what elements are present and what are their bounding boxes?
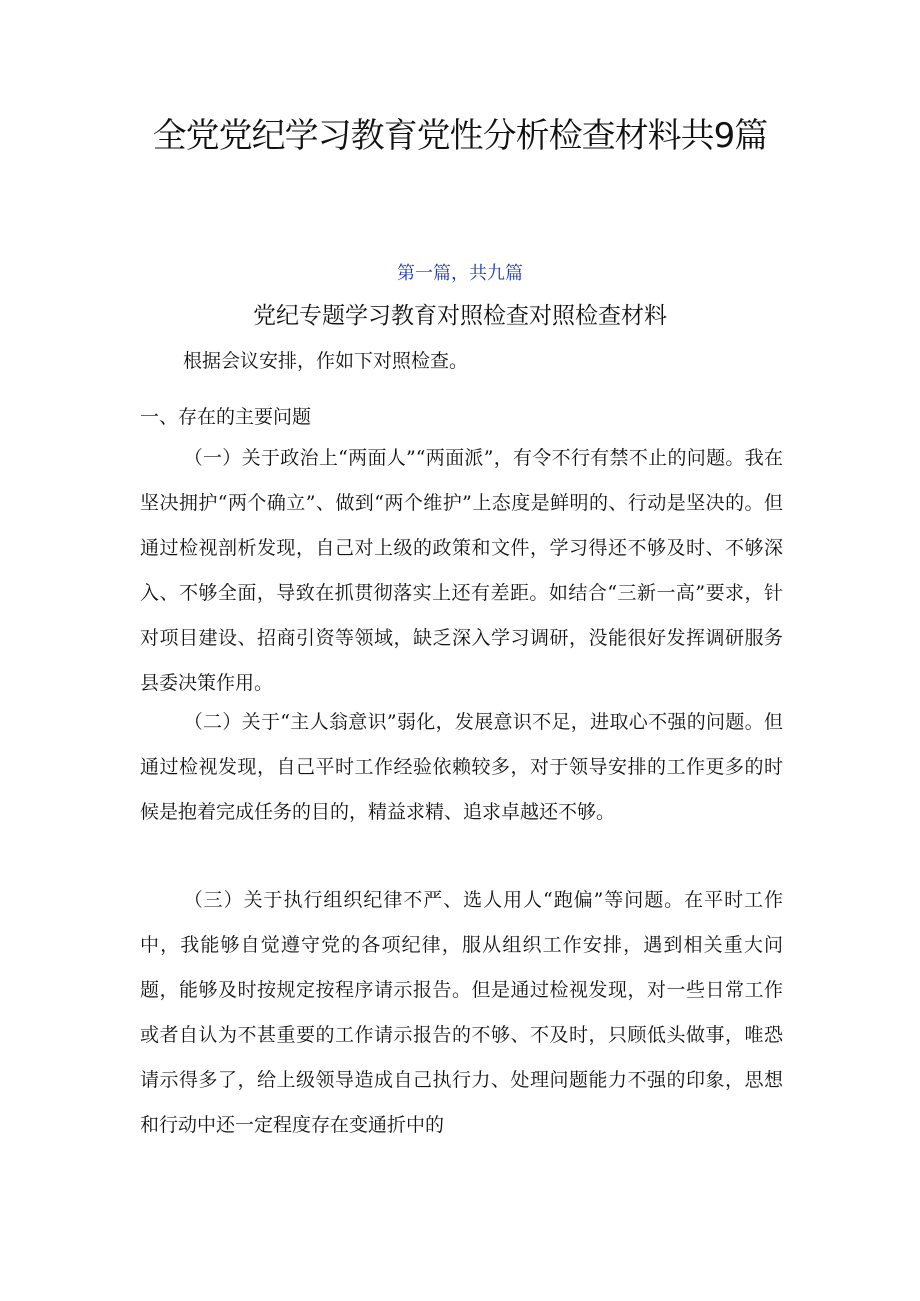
paragraph-problem-1: （一）关于政治上“两面人”“两面派”，有令不行有禁不止的问题。我在坚决拥护“两个确立”、做到“两个维护”上态度是鲜明的、行动是坚决的。但通过检视剖析发现，自己对上级的政策和文件，学习得还不够及时、不够深入、不够全面，导致在抓贯彻落实上还有差距。如结合“三新一高”要求，针对项目建设、招商引资等领域，缺乏深入学习调研，没能很好发挥调研服务县委决策作用。 bbox=[140, 447, 783, 694]
paragraph-problem-3: （三）关于执行组织纪律不严、选人用人“跑偏”等问题。在平时工作中，我能够自觉遵守党的各项纪律，服从组织工作安排，遇到相关重大问题，能够及时按规定按程序请示报告。但是通过检视发现，对一些日常工作或者自认为不甚重要的工作请示报告的不够、不及时，只顾低头做事，唯恐请示得多了，给上级领导造成自己执行力、处理问题能力不强的印象，思想和行动中还一定程度存在变通折中的 bbox=[140, 889, 783, 1136]
intro-paragraph: 根据会议安排，作如下对照检查。 bbox=[183, 350, 469, 372]
paragraph-problem-2: （二）关于“主人翁意识”弱化，发展意识不足，进取心不强的问题。但通过检视发现，自己平时工作经验依赖较多，对于领导安排的工作更多的时候是抱着完成任务的目的，精益求精、追求卓越还不够。 bbox=[140, 711, 783, 823]
document-title: 全党党纪学习教育党性分析检查材料共9篇 bbox=[152, 116, 768, 156]
section-title: 党纪专题学习教育对照检查对照检查材料 bbox=[253, 303, 667, 329]
part-label: 第一篇，共九篇 bbox=[397, 263, 523, 284]
heading-existing-problems: 一、存在的主要问题 bbox=[140, 406, 312, 428]
